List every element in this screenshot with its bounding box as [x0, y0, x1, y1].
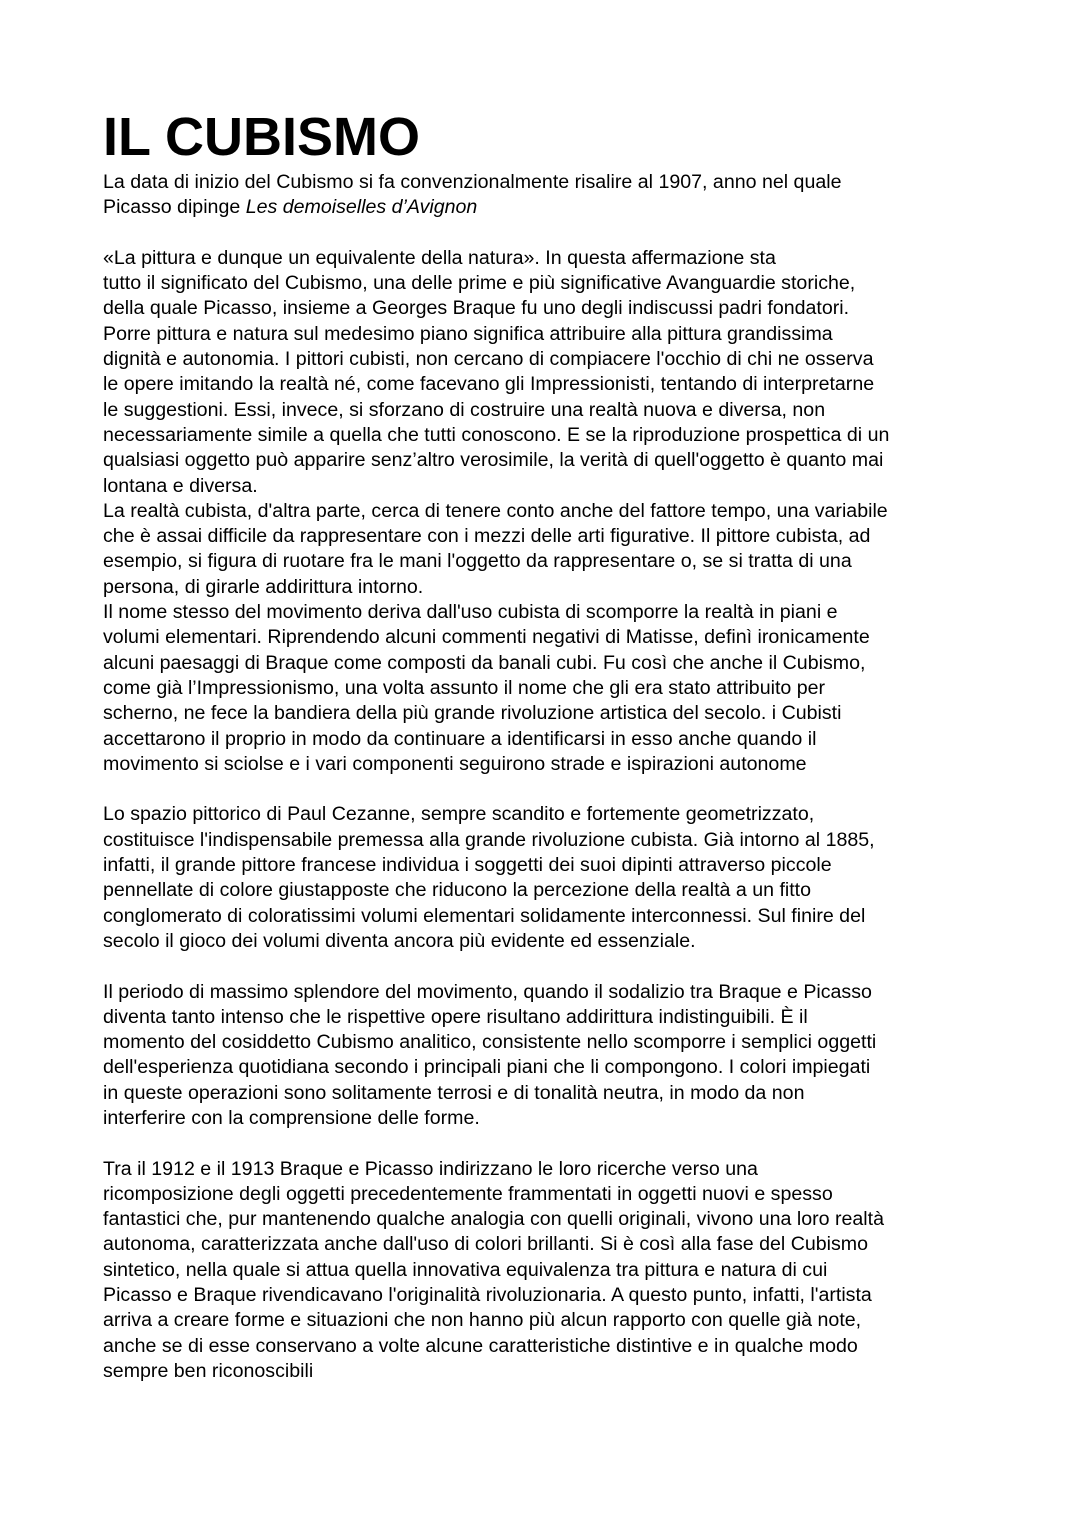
artwork-title: Les demoiselles d’Avignon — [245, 196, 478, 219]
intro-text: Picasso dipinge — [103, 196, 246, 219]
paragraph-line: persona, di girarle addirittura intorno. — [103, 575, 424, 598]
paragraph-line: che è assai difficile da rappresentare con i mezzi delle arti figurative. Il pittore cubista, ad — [103, 525, 871, 548]
paragraph-line: infatti, il grande pittore francese individua i soggetti dei suoi dipinti attraverso piccole — [103, 854, 832, 877]
paragraph-line: come già l’Impressionismo, una volta assunto il nome che gli era stato attribuito per — [103, 676, 826, 699]
document-title: IL CUBISMO — [103, 107, 421, 167]
paragraph-line: La realtà cubista, d'altra parte, cerca di tenere conto anche del fattore tempo, una variabile — [103, 499, 888, 522]
paragraph-line: Picasso e Braque rivendicavano l'originalità rivoluzionaria. A questo punto, infatti, l'artista — [103, 1284, 872, 1307]
body-paragraph — [103, 802, 1003, 954]
paragraph-line: in queste operazioni sono solitamente terrosi e di tonalità neutra, in modo da non — [103, 1081, 805, 1104]
intro-line — [103, 195, 1003, 220]
paragraph-line: sintetico, nella quale si attua quella innovativa equivalenza tra pittura e natura di cui — [103, 1258, 828, 1281]
paragraph-line: diventa tanto intenso che le rispettive opere risultano addirittura indistinguibili. È il — [103, 1005, 808, 1028]
paragraph-line: le opere imitando la realtà né, come facevano gli Impressionisti, tentando di interpretarne — [103, 373, 875, 396]
paragraph-line: accettarono il proprio in modo da continuare a identificarsi in esso anche quando il — [103, 727, 817, 750]
paragraph-line: tutto il significato del Cubismo, una delle prime e più significative Avanguardie storiche, — [103, 272, 856, 295]
paragraph-line: esempio, si figura di ruotare fra le mani l'oggetto da rappresentare o, se si tratta di una — [103, 550, 852, 573]
paragraph-spacer — [103, 954, 1003, 979]
paragraph-line: dignità e autonomia. I pittori cubisti, non cercano di compiacere l'occhio di chi ne osserva — [103, 348, 874, 371]
paragraph-line: momento del cosiddetto Cubismo analitico, consistente nello scomporre i semplici oggetti — [103, 1031, 877, 1054]
paragraph-line: movimento si sciolse e i vari componenti seguirono strade e ispirazioni autonome — [103, 752, 807, 775]
paragraph-line: le suggestioni. Essi, invece, si sforzano di costruire una realtà nuova e diversa, non — [103, 398, 826, 421]
paragraph-line: pennellate di colore giustapposte che riducono la percezione della realtà a un fitto — [103, 879, 812, 902]
paragraph-line: della quale Picasso, insieme a Georges Braque fu uno degli indiscussi padri fondatori. — [103, 297, 850, 320]
paragraph-spacer — [103, 221, 1003, 246]
paragraph-line: Tra il 1912 e il 1913 Braque e Picasso indirizzano le loro ricerche verso una — [103, 1157, 758, 1180]
paragraph-line: secolo il gioco dei volumi diventa ancora più evidente ed essenziale. — [103, 929, 696, 952]
paragraph-line: conglomerato di coloratissimi volumi elementari solidamente interconnessi. Sul finire del — [103, 904, 866, 927]
body-paragraph — [103, 980, 1003, 1132]
paragraph-line: costituisce l'indispensabile premessa alla grande rivoluzione cubista. Già intorno al 1885, — [103, 828, 875, 851]
paragraph-line: qualsiasi oggetto può apparire senz’altro verosimile, la verità di quell'oggetto è quanto mai — [103, 449, 884, 472]
paragraph-line: volumi elementari. Riprendendo alcuni commenti negativi di Matisse, definì ironicamente — [103, 626, 870, 649]
paragraph-line: anche se di esse conservano a volte alcune caratteristiche distintive e in qualche modo — [103, 1334, 858, 1357]
paragraph-line: sempre ben riconoscibili — [103, 1359, 314, 1382]
paragraph-line: Il nome stesso del movimento deriva dall'uso cubista di scomporre la realtà in piani e — [103, 601, 838, 624]
paragraph-line: Porre pittura e natura sul medesimo piano significa attribuire alla pittura grandissima — [103, 322, 833, 345]
paragraph-line: Lo spazio pittorico di Paul Cezanne, sempre scandito e fortemente geometrizzato, — [103, 803, 815, 826]
document-page — [103, 108, 1003, 1384]
paragraph-line: «La pittura e dunque un equivalente della natura». In questa affermazione sta — [103, 246, 776, 269]
paragraph-spacer — [103, 777, 1003, 802]
paragraph-line: fantastici che, pur mantenendo qualche analogia con quelli originali, vivono una loro realtà — [103, 1208, 884, 1231]
paragraph-line: dell'esperienza quotidiana secondo i principali piani che li compongono. I colori impiegati — [103, 1056, 871, 1079]
paragraph-line: scherno, ne fece la bandiera della più grande rivoluzione artistica del secolo. i Cubisti — [103, 702, 842, 725]
paragraph-line: alcuni paesaggi di Braque come composti da banali cubi. Fu così che anche il Cubismo, — [103, 651, 866, 674]
intro-paragraph — [103, 170, 1003, 221]
paragraph-line: arriva a creare forme e situazioni che non hanno più alcun rapporto con quelle già note, — [103, 1309, 862, 1332]
paragraph-line: autonoma, caratterizzata anche dall'uso di colori brillanti. Si è così alla fase del Cubismo — [103, 1233, 869, 1256]
paragraph-line: ricomposizione degli oggetti precedentemente frammentati in oggetti nuovi e spesso — [103, 1182, 833, 1205]
paragraph-line: Il periodo di massimo splendore del movimento, quando il sodalizio tra Braque e Picasso — [103, 980, 872, 1003]
paragraph-spacer — [103, 1131, 1003, 1156]
body-paragraph — [103, 246, 1003, 777]
intro-line: La data di inizio del Cubismo si fa convenzionalmente risalire al 1907, anno nel quale — [103, 171, 842, 193]
paragraph-line: lontana e diversa. — [103, 474, 258, 497]
body-paragraph — [103, 1157, 1003, 1385]
paragraph-line: interferire con la comprensione delle forme. — [103, 1106, 480, 1129]
paragraph-line: necessariamente simile a quella che tutti conoscono. E se la riproduzione prospettica di un — [103, 423, 890, 446]
